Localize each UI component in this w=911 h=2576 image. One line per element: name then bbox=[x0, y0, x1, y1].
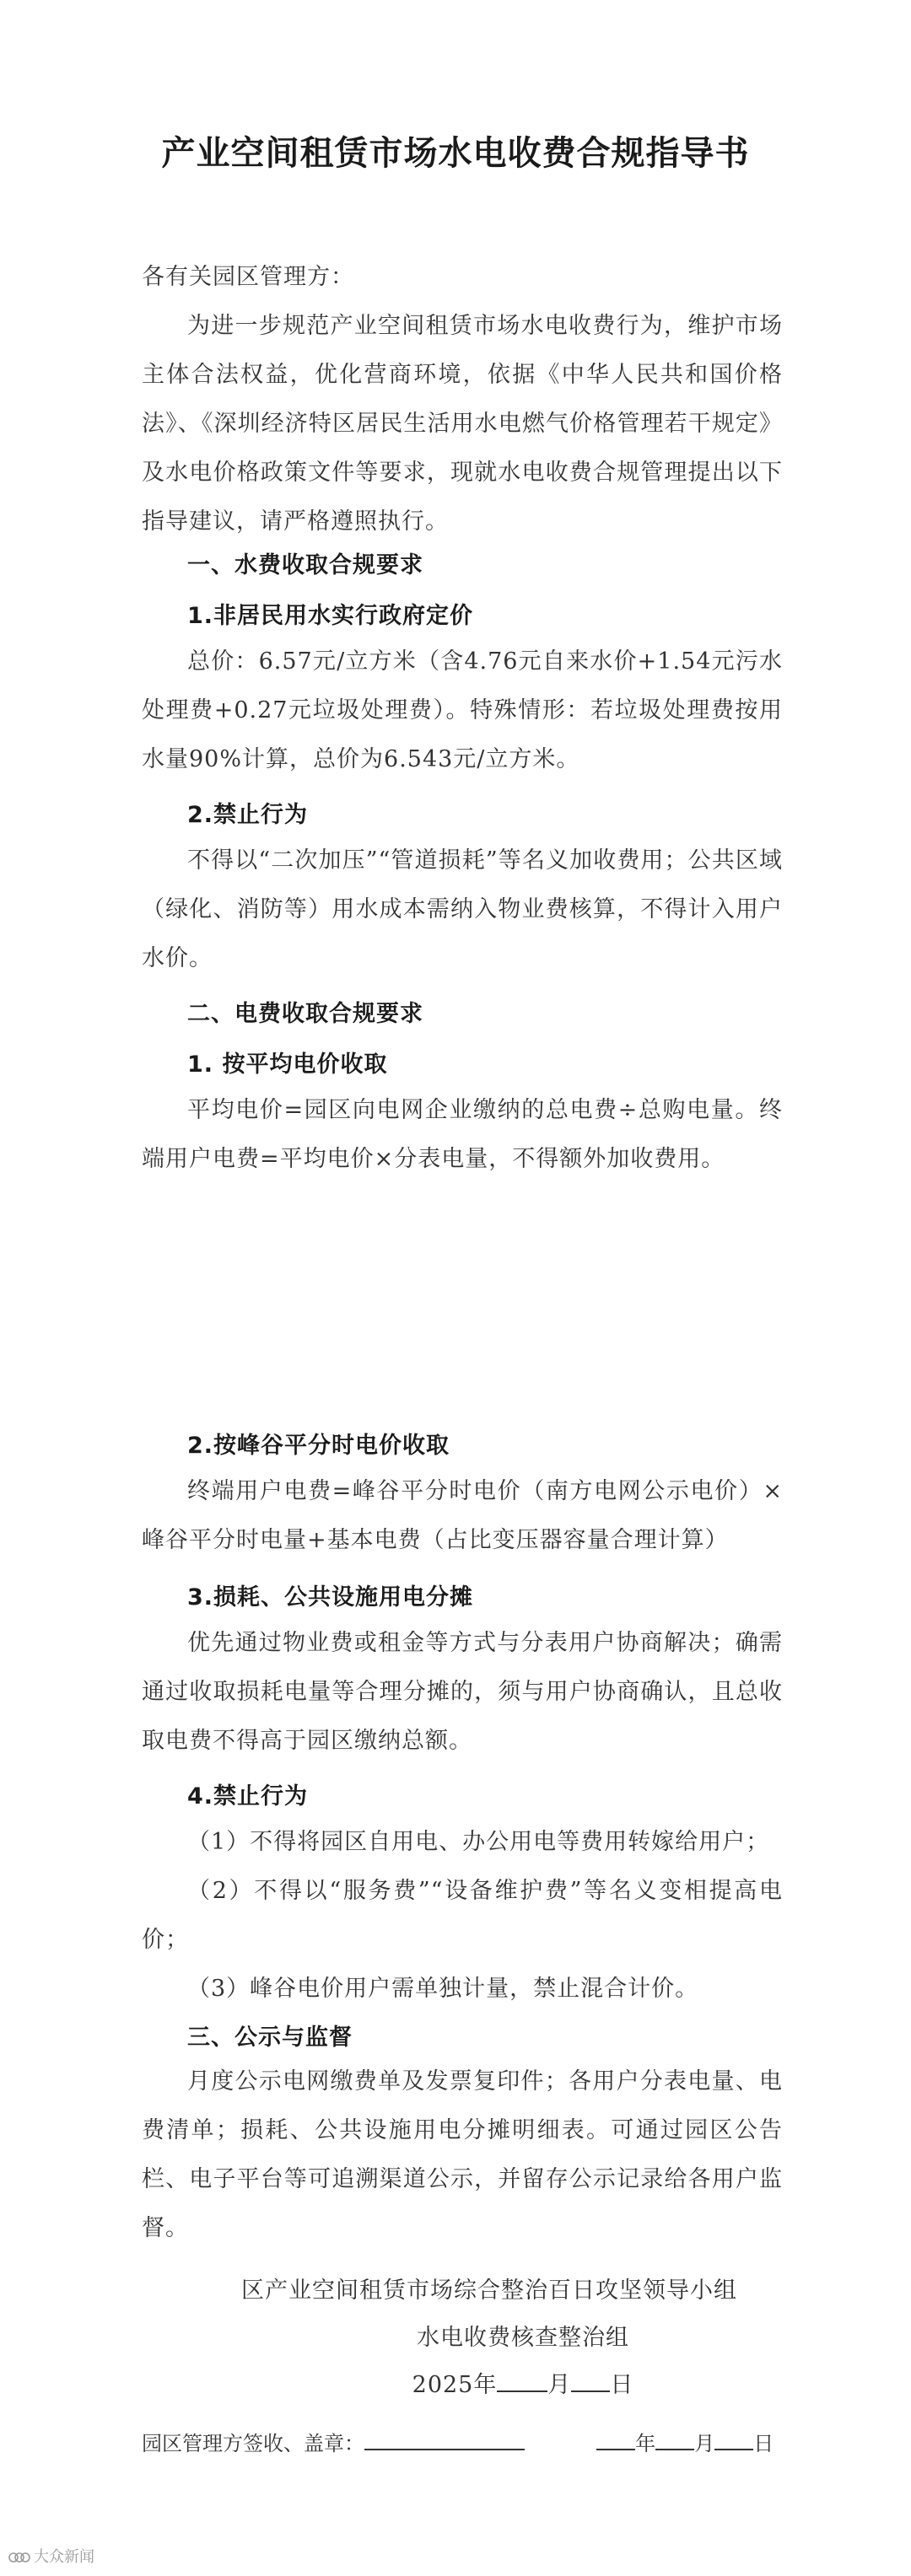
electric-item3-heading: 3.损耗、公共设施用电分摊 bbox=[187, 1584, 474, 1611]
electric-item4-b: （2）不得以“服务费”“设备维护费”等名义变相提高电价； bbox=[142, 1878, 783, 1953]
intro-paragraph: 为进一步规范产业空间租赁市场水电收费行为，维护市场主体合法权益，优化营商环境，依据《中华人民共和国价格法》、《深圳经济特区居民生活用水电燃气价格管理若干规定》及水电价格政策文件等要求，现就水电收费合规管理提出以下指导建议，请严格遵照执行。 bbox=[142, 313, 783, 535]
signature-date bbox=[0, 2366, 911, 2399]
electric-item1-heading: 1. 按平均电价收取 bbox=[187, 1051, 388, 1078]
document-title: 产业空间租赁市场水电收费合规指导书 bbox=[161, 134, 750, 173]
electric-item4-c: （3）峰谷电价用户需单独计量，禁止混合计价。 bbox=[187, 1976, 699, 2002]
electric-item4-heading: 4.禁止行为 bbox=[187, 1783, 309, 1810]
salutation: 各有关园区管理方： bbox=[142, 264, 354, 290]
signature-group: 水电收费核查整治组 bbox=[417, 2325, 629, 2351]
supervision-section-heading: 三、公示与监督 bbox=[187, 2025, 353, 2051]
receipt-label: 园区管理方签收、盖章： bbox=[142, 2432, 364, 2455]
signature-org: 区产业空间租赁市场综合整治百日攻坚领导小组 bbox=[241, 2278, 737, 2304]
water-item2-text: 不得以“二次加压”“管道损耗”等名义加收费用；公共区域（绿化、消防等）用水成本需纳入物业费核算，不得计入用户水价。 bbox=[142, 847, 783, 971]
electric-item3-text: 优先通过物业费或租金等方式与分表用户协商解决；确需通过收取损耗电量等合理分摊的，须与用户协商确认，且总收取电费不得高于园区缴纳总额。 bbox=[142, 1630, 783, 1754]
supervision-text: 月度公示电网缴费单及发票复印件；各用户分表电量、电费清单；损耗、公共设施用电分摊明细表。可通过园区公告栏、电子平台等可追溯渠道公示，并留存公示记录给各用户监督。 bbox=[142, 2068, 783, 2241]
signature-day: 日 bbox=[610, 2372, 634, 2398]
electric-item1-text: 平均电价=园区向电网企业缴纳的总电费÷总购电量。终端用户电费=平均电价×分表电量，不得额外加收费用。 bbox=[142, 1097, 783, 1172]
signature-month-blank[interactable] bbox=[497, 2369, 547, 2392]
watermark-logo-icon bbox=[8, 2551, 30, 2564]
electric-item4-a: （1）不得将园区自用电、办公用电等费用转嫁给用户； bbox=[187, 1829, 770, 1855]
water-item1-text: 总价：6.57元/立方米（含4.76元自来水价+1.54元污水处理费+0.27元垃圾处理费）。特殊情形：若垃圾处理费按用水量90%计算，总价为6.543元/立方米。 bbox=[142, 648, 783, 772]
receipt-month-blank[interactable] bbox=[655, 2427, 694, 2450]
receipt-month: 月 bbox=[694, 2432, 715, 2455]
water-section-heading: 一、水费收取合规要求 bbox=[187, 552, 423, 578]
electric-item2-text: 终端用户电费=峰谷平分时电价（南方电网公示电价）×峰谷平分时电量+基本电费（占比变压器容量合理计算） bbox=[142, 1478, 783, 1553]
signature-month: 月 bbox=[547, 2372, 572, 2398]
signature-year: 2025年 bbox=[412, 2372, 498, 2398]
receipt-year: 年 bbox=[635, 2432, 656, 2455]
electric-section-heading: 二、电费收取合规要求 bbox=[187, 1001, 423, 1027]
water-item2-heading: 2.禁止行为 bbox=[187, 802, 309, 828]
signature-day-blank[interactable] bbox=[571, 2369, 610, 2392]
water-item1-heading: 1.非居民用水实行政府定价 bbox=[187, 603, 474, 629]
receipt-line bbox=[142, 2427, 783, 2456]
watermark-text: 大众新闻 bbox=[34, 2548, 94, 2566]
electric-item2-heading: 2.按峰谷平分时电价收取 bbox=[187, 1433, 450, 1459]
receipt-year-blank[interactable] bbox=[596, 2427, 635, 2450]
receipt-seal-blank[interactable] bbox=[364, 2427, 525, 2450]
receipt-day: 日 bbox=[753, 2432, 774, 2455]
receipt-day-blank[interactable] bbox=[714, 2427, 753, 2450]
watermark bbox=[8, 2545, 94, 2567]
